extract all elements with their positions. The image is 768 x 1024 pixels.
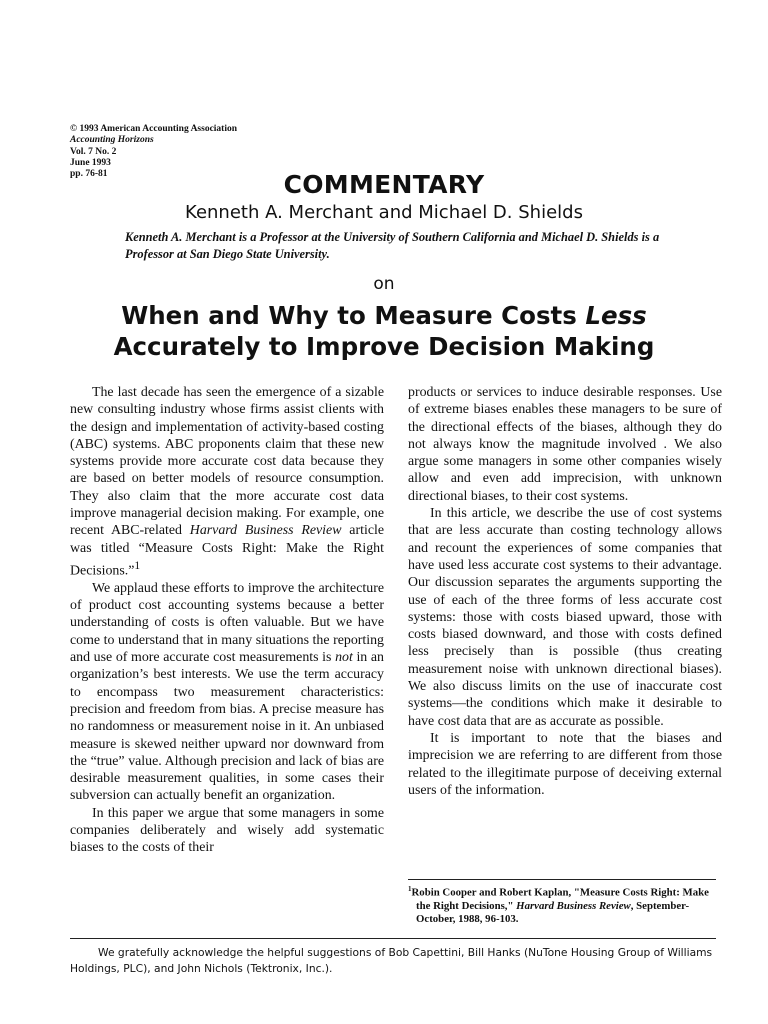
text-run: The last decade has seen the emergence of a sizable new consulting industry whose firms assist clients with the design and implementation of activity-based costing (ABC) systems. ABC proponents claim that these new systems provide more accurate cost data because they are based on better models of resource consumption. They also claim that the more accurate cost data improve managerial decision making. For example, one recent ABC-related xyxy=(70,385,384,539)
acknowledgment-divider xyxy=(70,938,716,939)
author-affiliation: Kenneth A. Merchant is a Professor at the University of Southern California and Michael D. Shields is a Professor at San Diego State University. xyxy=(125,230,660,261)
paragraph: In this paper we argue that some managers in some companies deliberately and wisely add systematic biases to the costs of their xyxy=(70,805,384,856)
paper-title-prefix: When and Why to Measure Costs xyxy=(121,301,586,330)
paragraph: It is important to note that the biases and imprecision we are referring to are different from those related to the illegitimate purpose of deceiving external users of the information. xyxy=(408,730,722,798)
footnote-marker: 1 xyxy=(134,558,141,572)
on-label: on xyxy=(373,274,395,294)
body-column-right xyxy=(408,384,722,799)
text-run: article was titled “Measure Costs Right: Make the Right Decisions.” xyxy=(70,523,385,579)
emphasis: not xyxy=(335,650,353,666)
footnote xyxy=(408,883,716,926)
footnote-number: 1 xyxy=(408,885,412,893)
paragraph: In this article, we describe the use of cost systems that are less accurate than costing technology allows and recount the experiences of some companies that have used less accurate cost systems to their advantage. Our discussion separates the arguments supporting the use of each of the three forms of less accurate cost systems: those with costs biased upward, those with costs biased downward, and those with costs defined less precisely than is possible (thus creating measurement noise with unknown directional biases). We also discuss limits on the use of inaccurate cost systems—the conditions which make it desirable to have cost data that are as accurate as possible. xyxy=(408,506,722,729)
journal-name: Accounting Horizons xyxy=(70,135,154,146)
paper-title-emphasis: Less xyxy=(585,301,647,330)
copyright-line: © 1993 American Accounting Association xyxy=(70,124,238,134)
journal-citation: Harvard Business Review xyxy=(189,523,342,539)
paper-title-line-2: Accurately to Improve Decision Making xyxy=(113,332,655,361)
footnote-text: Robin Cooper and Robert Kaplan, "Measure Costs Right: Make the Right Decisions," xyxy=(411,886,709,912)
volume-line: Vol. 7 No. 2 xyxy=(70,146,117,157)
text-run: We applaud these efforts to improve the architecture of product cost accounting systems because a better understanding of costs is often valuable. But we have come to understand that in many situations the reporting and use of more accurate cost measurements is xyxy=(70,580,384,666)
paper-title-line-1 xyxy=(0,300,768,331)
footnote-divider xyxy=(408,879,716,880)
issue-date: June 1993 xyxy=(70,157,111,168)
footnote-journal: Harvard Business Review xyxy=(516,899,631,912)
paragraph xyxy=(70,580,384,805)
acknowledgment: We gratefully acknowledge the helpful suggestions of Bob Capettini, Bill Hanks (NuTone Housing Group of Williams Holdings, PLC), and John Nichols (Tektronix, Inc.). xyxy=(70,946,713,975)
page-range: pp. 76-81 xyxy=(70,169,108,180)
author-names: Kenneth A. Merchant and Michael D. Shields xyxy=(185,202,583,223)
paragraph: products or services to induce desirable responses. Use of extreme biases enables these managers to be sure of the directional effects of the biases, although they do not always know the magnitude involved . We also argue some managers in some other companies wisely allow and even add imprecision, with unknown directional biases, to their cost systems. xyxy=(408,385,722,504)
body-column-left xyxy=(70,384,384,857)
paragraph xyxy=(70,384,384,580)
section-heading: COMMENTARY xyxy=(283,170,485,199)
paper-title xyxy=(0,300,768,362)
text-run: in an organization’s best interests. We use the term accuracy to encompass two measurement characteristics: precision and freedom from bias. A precise measure has no randomness or measurement noise in it. An unbiased measure is skewed neither upward nor downward from the “true” value. Although precision and lack of bias are desirable measurement qualities, in some cases their subversion can actually benefit an organization. xyxy=(70,650,384,804)
footnote-text: , September-October, 1988, 96-103. xyxy=(416,899,690,925)
